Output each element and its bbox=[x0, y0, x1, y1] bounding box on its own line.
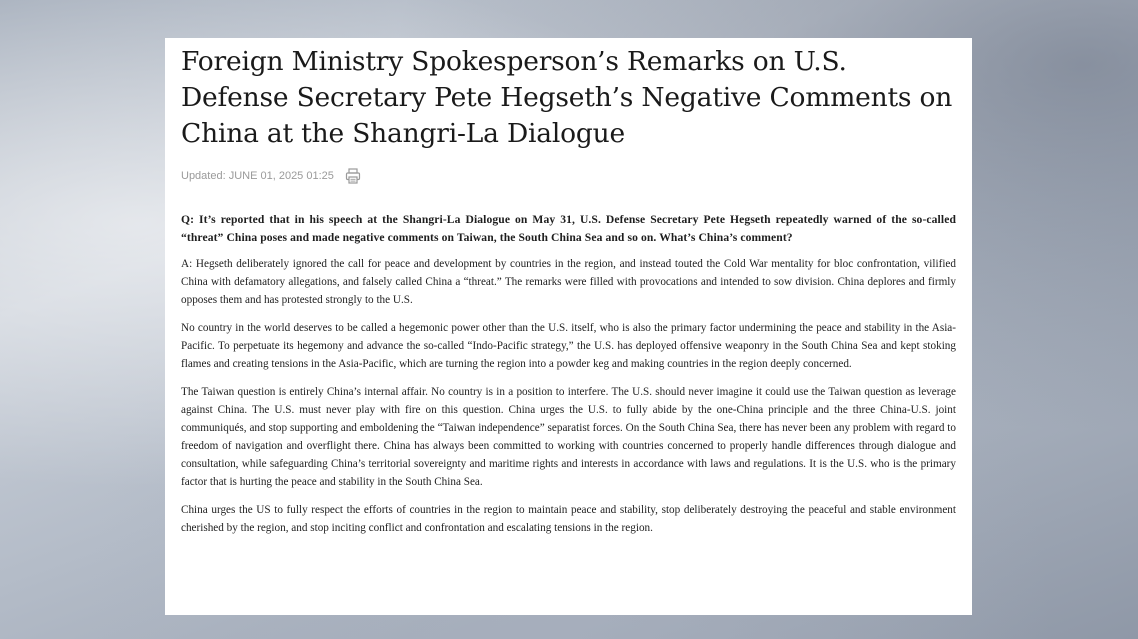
printer-icon[interactable] bbox=[344, 167, 362, 185]
article-title: Foreign Ministry Spokesperson’s Remarks on U.S. Defense Secretary Pete Hegseth’s Negative Comments on China at the Shangri-La Dialogue bbox=[181, 46, 953, 149]
answer-paragraph: A: Hegseth deliberately ignored the call for peace and development by countries in the region, and instead touted the Cold War mentality for bloc confrontation, vilified China with defamatory allegations, and falsely called China a “threat.” The remarks were filled with provocations and intended to sow division. China deplores and firmly opposes them and has protested strongly to the U.S. bbox=[181, 258, 956, 306]
body-paragraph: China urges the US to fully respect the efforts of countries in the region to maintain peace and stability, stop deliberately destroying the peaceful and stable environment cherished by the region, and stop inciting conflict and confrontation and escalating tensions in the region. bbox=[181, 504, 956, 534]
body-paragraph: No country in the world deserves to be called a hegemonic power other than the U.S. itself, who is also the primary factor undermining the peace and stability in the Asia-Pacific. To perpetuate its hegemony and advance the so-called “Indo-Pacific strategy,” the U.S. has deployed offensive weaponry in the South China Sea and kept stoking flames and creating tensions in the Asia-Pacific, which are turning the region into a powder keg and making countries in the region deeply concerned. bbox=[181, 322, 956, 370]
article-body bbox=[181, 211, 956, 537]
article-panel bbox=[165, 38, 972, 615]
body-paragraph: The Taiwan question is entirely China’s internal affair. No country is in a position to interfere. The U.S. should never imagine it could use the Taiwan question as leverage against China. The U.S. must never play with fire on this question. China urges the U.S. to fully abide by the one-China principle and the three China-U.S. joint communiqués, and stop supporting and emboldening the “Taiwan independence” separatist forces. On the South China Sea, there has never been any problem with regard to freedom of navigation and overflight there. China has always been committed to working with countries concerned to properly handle differences through dialogue and consultation, while safeguarding China’s territorial sovereignty and maritime rights and interests in accordance with laws and regulations. It is the U.S. who is the primary factor that is hurting the peace and stability in the South China Sea. bbox=[181, 386, 956, 488]
question-paragraph: Q: It’s reported that in his speech at the Shangri-La Dialogue on May 31, U.S. Defense Secretary Pete Hegseth repeatedly warned of the so-called “threat” China poses and made negative comments on Taiwan, the South China Sea and so on. What’s China’s comment? bbox=[181, 213, 956, 244]
article-meta bbox=[181, 165, 956, 187]
updated-timestamp: Updated: JUNE 01, 2025 01:25 bbox=[181, 170, 334, 182]
